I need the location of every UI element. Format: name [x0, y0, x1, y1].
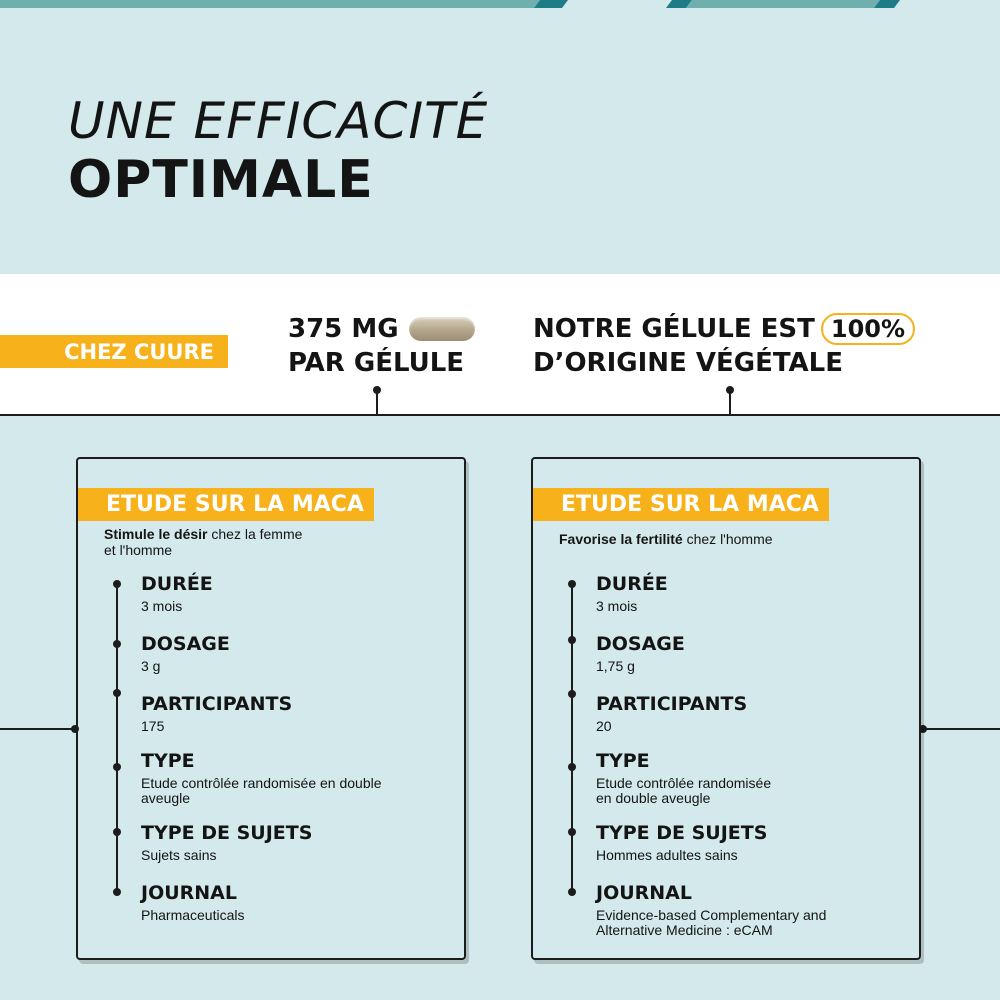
dose-amount: 375 MG — [288, 314, 399, 344]
study-item-duration — [141, 573, 451, 614]
timeline-dot — [568, 636, 576, 644]
study-item-participants — [596, 693, 906, 734]
item-value: Hommes adultes sains — [596, 847, 738, 863]
timeline-dot — [113, 640, 121, 648]
card-subtitle-line2: et l'homme — [104, 542, 173, 558]
band-divider — [0, 414, 1000, 416]
item-value: 1,75 g — [596, 658, 635, 674]
item-value: 3 g — [141, 658, 161, 674]
item-value: 175 — [141, 718, 165, 734]
card-subtitle — [104, 526, 364, 558]
origin-text-line1: NOTRE GÉLULE EST — [533, 314, 815, 344]
study-item-participants — [141, 693, 451, 734]
item-value-line2: en double aveugle — [596, 790, 711, 806]
timeline-line — [571, 586, 573, 893]
item-value-line1: Etude contrôlée randomisée en double — [141, 775, 382, 791]
study-item-subjects — [596, 822, 906, 863]
study-item-dosage — [141, 633, 451, 674]
timeline-dot — [568, 690, 576, 698]
card-subtitle-rest: chez la femme — [207, 526, 303, 542]
item-title: TYPE — [596, 750, 650, 772]
brand-tag: CHEZ CUURE — [0, 335, 228, 368]
timeline-dot — [113, 888, 121, 896]
item-title: PARTICIPANTS — [596, 693, 748, 715]
side-connector-left — [0, 728, 76, 730]
connector-line — [729, 390, 731, 415]
study-item-journal — [596, 882, 906, 938]
origin-percent-badge: 100% — [821, 313, 915, 345]
dose-unit: PAR GÉLULE — [288, 348, 465, 378]
item-value — [596, 776, 906, 806]
item-value-line1: Etude contrôlée randomisée — [596, 775, 772, 791]
page-title-line1: UNE EFFICACITÉ — [68, 92, 489, 150]
timeline-dot — [568, 888, 576, 896]
timeline-dot — [568, 580, 576, 588]
study-item-duration — [596, 573, 906, 614]
study-item-type — [596, 750, 906, 806]
study-card-fertility — [531, 457, 921, 960]
item-value: Sujets sains — [141, 847, 217, 863]
card-label: ETUDE SUR LA MACA — [533, 488, 829, 521]
item-title: DURÉE — [141, 573, 213, 595]
card-label: ETUDE SUR LA MACA — [78, 488, 374, 521]
card-subtitle-bold: Favorise la fertilité — [559, 531, 683, 547]
top-stripes — [0, 0, 1000, 8]
card-subtitle-bold: Stimule le désir — [104, 526, 208, 542]
study-item-journal — [141, 882, 451, 923]
connector-line — [376, 390, 378, 415]
timeline-dot — [113, 828, 121, 836]
timeline-dot — [568, 828, 576, 836]
item-title: PARTICIPANTS — [141, 693, 293, 715]
item-value — [141, 776, 451, 806]
study-item-dosage — [596, 633, 906, 674]
item-title: JOURNAL — [596, 882, 692, 904]
item-title: DOSAGE — [596, 633, 685, 655]
side-connector-right — [922, 728, 1000, 730]
page-title-line2: OPTIMALE — [68, 150, 374, 210]
timeline-dot — [568, 763, 576, 771]
origin-info — [533, 312, 915, 380]
timeline-line — [116, 586, 118, 893]
study-item-subjects — [141, 822, 451, 863]
item-title: JOURNAL — [141, 882, 237, 904]
item-value-line2: aveugle — [141, 790, 191, 806]
origin-text-line2: D’ORIGINE VÉGÉTALE — [533, 348, 843, 378]
item-title: TYPE DE SUJETS — [596, 822, 768, 844]
item-value: Pharmaceuticals — [141, 907, 245, 923]
item-value-line1: Evidence-based Complementary and — [596, 907, 827, 923]
card-subtitle-rest: chez l'homme — [682, 531, 773, 547]
item-value: 3 mois — [596, 598, 638, 614]
item-value: 3 mois — [141, 598, 183, 614]
item-title: DOSAGE — [141, 633, 230, 655]
capsule-icon — [409, 317, 475, 341]
item-value-line2: Alternative Medicine : eCAM — [596, 922, 773, 938]
item-title: DURÉE — [596, 573, 668, 595]
timeline-dot — [113, 689, 121, 697]
timeline-dot — [113, 763, 121, 771]
item-value — [596, 908, 906, 938]
timeline-dot — [113, 580, 121, 588]
item-value: 20 — [596, 718, 612, 734]
item-title: TYPE — [141, 750, 195, 772]
study-card-desire — [76, 457, 466, 960]
study-item-type — [141, 750, 451, 806]
dose-info — [288, 312, 475, 380]
card-subtitle — [559, 531, 859, 547]
item-title: TYPE DE SUJETS — [141, 822, 313, 844]
